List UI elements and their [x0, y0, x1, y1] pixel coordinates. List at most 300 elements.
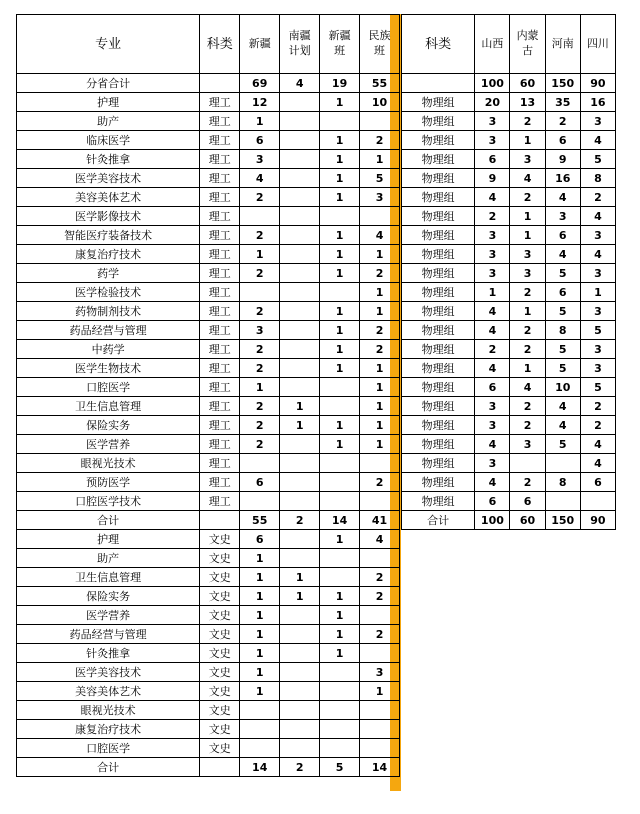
value-cell: 2: [240, 302, 280, 321]
category-cell: 物理组: [402, 131, 475, 150]
value-cell: 2: [510, 340, 545, 359]
value-cell: 6: [475, 150, 510, 169]
category-cell: 物理组: [402, 340, 475, 359]
category-cell: 文史: [200, 682, 240, 701]
value-cell: 1: [240, 644, 280, 663]
major-cell: 保险实务: [17, 416, 200, 435]
value-cell: [280, 264, 320, 283]
category-cell: 文史: [200, 720, 240, 739]
table-row: [17, 245, 400, 264]
value-cell: [320, 283, 360, 302]
value-cell: 2: [240, 416, 280, 435]
value-cell: 1: [360, 435, 400, 454]
value-cell: 10: [360, 93, 400, 112]
major-cell: 眼视光技术: [17, 454, 200, 473]
value-cell: 3: [475, 112, 510, 131]
category-cell: 文史: [200, 587, 240, 606]
value-cell: [360, 112, 400, 131]
value-cell: 69: [240, 74, 280, 93]
major-cell: 康复治疗技术: [17, 245, 200, 264]
value-cell: [280, 169, 320, 188]
major-cell: 中药学: [17, 340, 200, 359]
major-cell: 保险实务: [17, 587, 200, 606]
category-cell: 物理组: [402, 435, 475, 454]
value-cell: [510, 454, 545, 473]
value-cell: [280, 188, 320, 207]
category-cell: 物理组: [402, 226, 475, 245]
value-cell: 3: [510, 245, 545, 264]
value-cell: 9: [475, 169, 510, 188]
value-cell: 8: [545, 473, 580, 492]
category-cell: [200, 758, 240, 777]
table-row: [17, 283, 400, 302]
value-cell: 4: [580, 131, 615, 150]
table-row: [17, 492, 400, 511]
category-cell: 物理组: [402, 492, 475, 511]
value-cell: 3: [475, 397, 510, 416]
value-cell: [240, 454, 280, 473]
category-cell: 物理组: [402, 321, 475, 340]
value-cell: 6: [475, 492, 510, 511]
category-cell: 物理组: [402, 473, 475, 492]
table-row: [402, 150, 616, 169]
value-cell: [320, 663, 360, 682]
value-cell: 1: [360, 397, 400, 416]
value-cell: 9: [545, 150, 580, 169]
category-cell: 理工: [200, 416, 240, 435]
category-cell: 物理组: [402, 397, 475, 416]
category-cell: 文史: [200, 739, 240, 758]
category-cell: [200, 511, 240, 530]
category-cell: 理工: [200, 454, 240, 473]
value-cell: 3: [510, 435, 545, 454]
major-cell: 护理: [17, 530, 200, 549]
total-row: [17, 74, 400, 93]
major-cell: 医学检验技术: [17, 283, 200, 302]
value-cell: 3: [580, 226, 615, 245]
major-cell: 药学: [17, 264, 200, 283]
major-cell: 针灸推拿: [17, 644, 200, 663]
value-cell: 1: [240, 587, 280, 606]
category-cell: 理工: [200, 112, 240, 131]
table-row: [17, 549, 400, 568]
value-cell: 3: [510, 264, 545, 283]
value-cell: [280, 720, 320, 739]
total-row: [402, 511, 616, 530]
category-cell: 理工: [200, 359, 240, 378]
value-cell: 5: [580, 150, 615, 169]
value-cell: 8: [580, 169, 615, 188]
category-cell: 文史: [200, 663, 240, 682]
category-cell: 理工: [200, 378, 240, 397]
table-row: [17, 207, 400, 226]
value-cell: [280, 226, 320, 245]
value-cell: [580, 492, 615, 511]
category-cell: 理工: [200, 169, 240, 188]
table-row: [402, 340, 616, 359]
category-cell: 文史: [200, 549, 240, 568]
table-row: [17, 644, 400, 663]
category-cell: [200, 74, 240, 93]
category-cell: 合计: [402, 511, 475, 530]
value-cell: 1: [320, 416, 360, 435]
value-cell: 12: [240, 93, 280, 112]
value-cell: [360, 739, 400, 758]
value-cell: 5: [360, 169, 400, 188]
value-cell: [360, 720, 400, 739]
category-cell: 文史: [200, 530, 240, 549]
table-row: [17, 264, 400, 283]
table-row: [17, 663, 400, 682]
value-cell: 13: [510, 93, 545, 112]
category-cell: 理工: [200, 131, 240, 150]
header-category: 科类: [200, 15, 240, 74]
value-cell: 2: [510, 283, 545, 302]
category-cell: 文史: [200, 568, 240, 587]
value-cell: [280, 701, 320, 720]
major-cell: 医学营养: [17, 606, 200, 625]
value-cell: [320, 568, 360, 587]
value-cell: 1: [320, 131, 360, 150]
value-cell: 1: [360, 359, 400, 378]
value-cell: 6: [510, 492, 545, 511]
value-cell: 3: [360, 663, 400, 682]
value-cell: 2: [280, 511, 320, 530]
value-cell: 2: [580, 397, 615, 416]
category-cell: 理工: [200, 264, 240, 283]
category-cell: 理工: [200, 226, 240, 245]
value-cell: [545, 492, 580, 511]
value-cell: 2: [240, 397, 280, 416]
table-row: [17, 131, 400, 150]
table-row: [402, 435, 616, 454]
value-cell: 100: [475, 74, 510, 93]
value-cell: 1: [510, 226, 545, 245]
table-row: [402, 112, 616, 131]
value-cell: 3: [240, 150, 280, 169]
value-cell: 2: [545, 112, 580, 131]
value-cell: 3: [475, 416, 510, 435]
major-cell: 针灸推拿: [17, 150, 200, 169]
value-cell: [360, 701, 400, 720]
value-cell: 2: [360, 625, 400, 644]
value-cell: 1: [240, 245, 280, 264]
value-cell: [320, 112, 360, 131]
table-row: [402, 302, 616, 321]
value-cell: 2: [360, 587, 400, 606]
category-cell: 物理组: [402, 378, 475, 397]
value-cell: 2: [280, 758, 320, 777]
value-cell: [360, 454, 400, 473]
major-cell: 医学生物技术: [17, 359, 200, 378]
value-cell: [240, 283, 280, 302]
value-cell: 1: [240, 606, 280, 625]
header-col-0: 山西: [475, 15, 510, 74]
major-cell: 药品经营与管理: [17, 625, 200, 644]
value-cell: [280, 682, 320, 701]
value-cell: 5: [580, 321, 615, 340]
table-row: [402, 473, 616, 492]
value-cell: [320, 454, 360, 473]
value-cell: [280, 454, 320, 473]
value-cell: 5: [545, 264, 580, 283]
value-cell: [320, 549, 360, 568]
value-cell: 1: [320, 644, 360, 663]
header-col-0: 新疆: [240, 15, 280, 74]
value-cell: 2: [475, 207, 510, 226]
category-cell: 文史: [200, 701, 240, 720]
major-cell: 智能医疗装备技术: [17, 226, 200, 245]
major-cell: 美容美体艺术: [17, 188, 200, 207]
value-cell: 1: [360, 150, 400, 169]
major-cell: 预防医学: [17, 473, 200, 492]
major-cell: 美容美体艺术: [17, 682, 200, 701]
category-cell: 理工: [200, 283, 240, 302]
value-cell: 4: [580, 207, 615, 226]
value-cell: 4: [580, 245, 615, 264]
value-cell: 4: [510, 378, 545, 397]
value-cell: 3: [475, 245, 510, 264]
value-cell: [240, 492, 280, 511]
table-row: [17, 416, 400, 435]
value-cell: [280, 283, 320, 302]
value-cell: 1: [510, 207, 545, 226]
value-cell: 4: [545, 245, 580, 264]
value-cell: 2: [510, 112, 545, 131]
value-cell: 3: [475, 131, 510, 150]
table-row: [17, 530, 400, 549]
value-cell: [280, 739, 320, 758]
value-cell: 1: [280, 568, 320, 587]
value-cell: [280, 112, 320, 131]
value-cell: [280, 644, 320, 663]
value-cell: 55: [360, 74, 400, 93]
value-cell: 5: [545, 435, 580, 454]
value-cell: 6: [240, 131, 280, 150]
value-cell: 3: [475, 264, 510, 283]
value-cell: 1: [280, 416, 320, 435]
major-cell: 医学影像技术: [17, 207, 200, 226]
value-cell: 1: [240, 663, 280, 682]
value-cell: 90: [580, 74, 615, 93]
category-cell: 理工: [200, 321, 240, 340]
table-row: [402, 169, 616, 188]
value-cell: 5: [580, 378, 615, 397]
category-cell: 理工: [200, 188, 240, 207]
table-row: [402, 359, 616, 378]
table-row: [17, 359, 400, 378]
value-cell: 1: [360, 283, 400, 302]
value-cell: 3: [580, 340, 615, 359]
value-cell: [320, 492, 360, 511]
category-cell: 理工: [200, 435, 240, 454]
value-cell: 4: [240, 169, 280, 188]
value-cell: 1: [320, 359, 360, 378]
table-row: [17, 150, 400, 169]
value-cell: 8: [545, 321, 580, 340]
value-cell: 3: [580, 264, 615, 283]
category-cell: 理工: [200, 302, 240, 321]
value-cell: 10: [545, 378, 580, 397]
value-cell: 4: [280, 74, 320, 93]
value-cell: 1: [510, 302, 545, 321]
value-cell: 35: [545, 93, 580, 112]
value-cell: [280, 530, 320, 549]
value-cell: 1: [320, 150, 360, 169]
value-cell: [360, 606, 400, 625]
value-cell: 1: [320, 226, 360, 245]
value-cell: [360, 207, 400, 226]
value-cell: 1: [320, 340, 360, 359]
value-cell: 2: [510, 473, 545, 492]
major-cell: 药品经营与管理: [17, 321, 200, 340]
value-cell: 1: [320, 264, 360, 283]
value-cell: 16: [545, 169, 580, 188]
category-cell: 文史: [200, 625, 240, 644]
major-cell: 药物制剂技术: [17, 302, 200, 321]
value-cell: [360, 492, 400, 511]
major-cell: 眼视光技术: [17, 701, 200, 720]
table-row: [402, 74, 616, 93]
value-cell: 2: [360, 568, 400, 587]
table-row: [17, 435, 400, 454]
value-cell: 6: [240, 473, 280, 492]
value-cell: 1: [320, 321, 360, 340]
value-cell: 2: [510, 416, 545, 435]
major-cell: 医学营养: [17, 435, 200, 454]
value-cell: 4: [475, 302, 510, 321]
value-cell: 60: [510, 511, 545, 530]
category-cell: 物理组: [402, 264, 475, 283]
table-row: [402, 264, 616, 283]
header-col-2: 新疆 班: [320, 15, 360, 74]
value-cell: [280, 340, 320, 359]
value-cell: 4: [475, 359, 510, 378]
table-row: [402, 283, 616, 302]
value-cell: 1: [240, 549, 280, 568]
value-cell: [280, 150, 320, 169]
category-cell: 物理组: [402, 245, 475, 264]
table-row: [402, 207, 616, 226]
value-cell: 6: [580, 473, 615, 492]
value-cell: 2: [240, 264, 280, 283]
major-cell: 医学美容技术: [17, 169, 200, 188]
category-cell: 物理组: [402, 150, 475, 169]
value-cell: 4: [545, 188, 580, 207]
category-cell: 物理组: [402, 188, 475, 207]
value-cell: 6: [475, 378, 510, 397]
category-cell: 物理组: [402, 454, 475, 473]
table-row: [17, 321, 400, 340]
value-cell: 90: [580, 511, 615, 530]
value-cell: 2: [240, 359, 280, 378]
major-cell: 助产: [17, 112, 200, 131]
value-cell: 1: [510, 359, 545, 378]
header-col-3: 民族 班: [360, 15, 400, 74]
value-cell: 3: [545, 207, 580, 226]
major-cell: 医学美容技术: [17, 663, 200, 682]
table-row: [402, 378, 616, 397]
header-col-1: 内蒙 古: [510, 15, 545, 74]
category-cell: 理工: [200, 245, 240, 264]
table-row: [17, 188, 400, 207]
value-cell: [320, 207, 360, 226]
value-cell: [280, 93, 320, 112]
value-cell: [280, 131, 320, 150]
value-cell: [280, 302, 320, 321]
value-cell: 4: [475, 321, 510, 340]
total-row: [17, 511, 400, 530]
table-row: [17, 93, 400, 112]
value-cell: 2: [580, 416, 615, 435]
value-cell: 1: [320, 530, 360, 549]
category-cell: 文史: [200, 644, 240, 663]
table-row: [17, 682, 400, 701]
value-cell: 14: [360, 758, 400, 777]
major-cell: 康复治疗技术: [17, 720, 200, 739]
value-cell: 20: [475, 93, 510, 112]
value-cell: 1: [360, 245, 400, 264]
value-cell: [320, 378, 360, 397]
table-row: [402, 245, 616, 264]
category-cell: [402, 74, 475, 93]
major-cell: 卫生信息管理: [17, 568, 200, 587]
value-cell: 1: [360, 416, 400, 435]
value-cell: [240, 207, 280, 226]
category-cell: 物理组: [402, 359, 475, 378]
value-cell: [280, 207, 320, 226]
value-cell: 6: [545, 283, 580, 302]
value-cell: [360, 549, 400, 568]
value-cell: [360, 644, 400, 663]
major-cell: 口腔医学技术: [17, 492, 200, 511]
header-category: 科类: [402, 15, 475, 74]
value-cell: 100: [475, 511, 510, 530]
table-row: [402, 93, 616, 112]
major-cell: 临床医学: [17, 131, 200, 150]
category-cell: 理工: [200, 207, 240, 226]
category-cell: 物理组: [402, 112, 475, 131]
major-cell: 分省合计: [17, 74, 200, 93]
right-quota-table: [401, 14, 616, 530]
value-cell: 1: [320, 93, 360, 112]
value-cell: 2: [510, 188, 545, 207]
value-cell: 150: [545, 74, 580, 93]
category-cell: 理工: [200, 397, 240, 416]
value-cell: 1: [320, 587, 360, 606]
value-cell: 1: [510, 131, 545, 150]
value-cell: 6: [240, 530, 280, 549]
value-cell: 1: [320, 302, 360, 321]
total-row: [17, 758, 400, 777]
value-cell: 16: [580, 93, 615, 112]
value-cell: 2: [580, 188, 615, 207]
value-cell: 1: [360, 378, 400, 397]
left-header-row: [17, 15, 400, 74]
value-cell: 3: [240, 321, 280, 340]
value-cell: [280, 606, 320, 625]
value-cell: [280, 378, 320, 397]
category-cell: 物理组: [402, 302, 475, 321]
value-cell: 3: [580, 302, 615, 321]
value-cell: 2: [240, 188, 280, 207]
table-row: [402, 226, 616, 245]
category-cell: 理工: [200, 492, 240, 511]
table-row: [17, 587, 400, 606]
table-row: [402, 492, 616, 511]
major-cell: 卫生信息管理: [17, 397, 200, 416]
value-cell: 1: [320, 245, 360, 264]
